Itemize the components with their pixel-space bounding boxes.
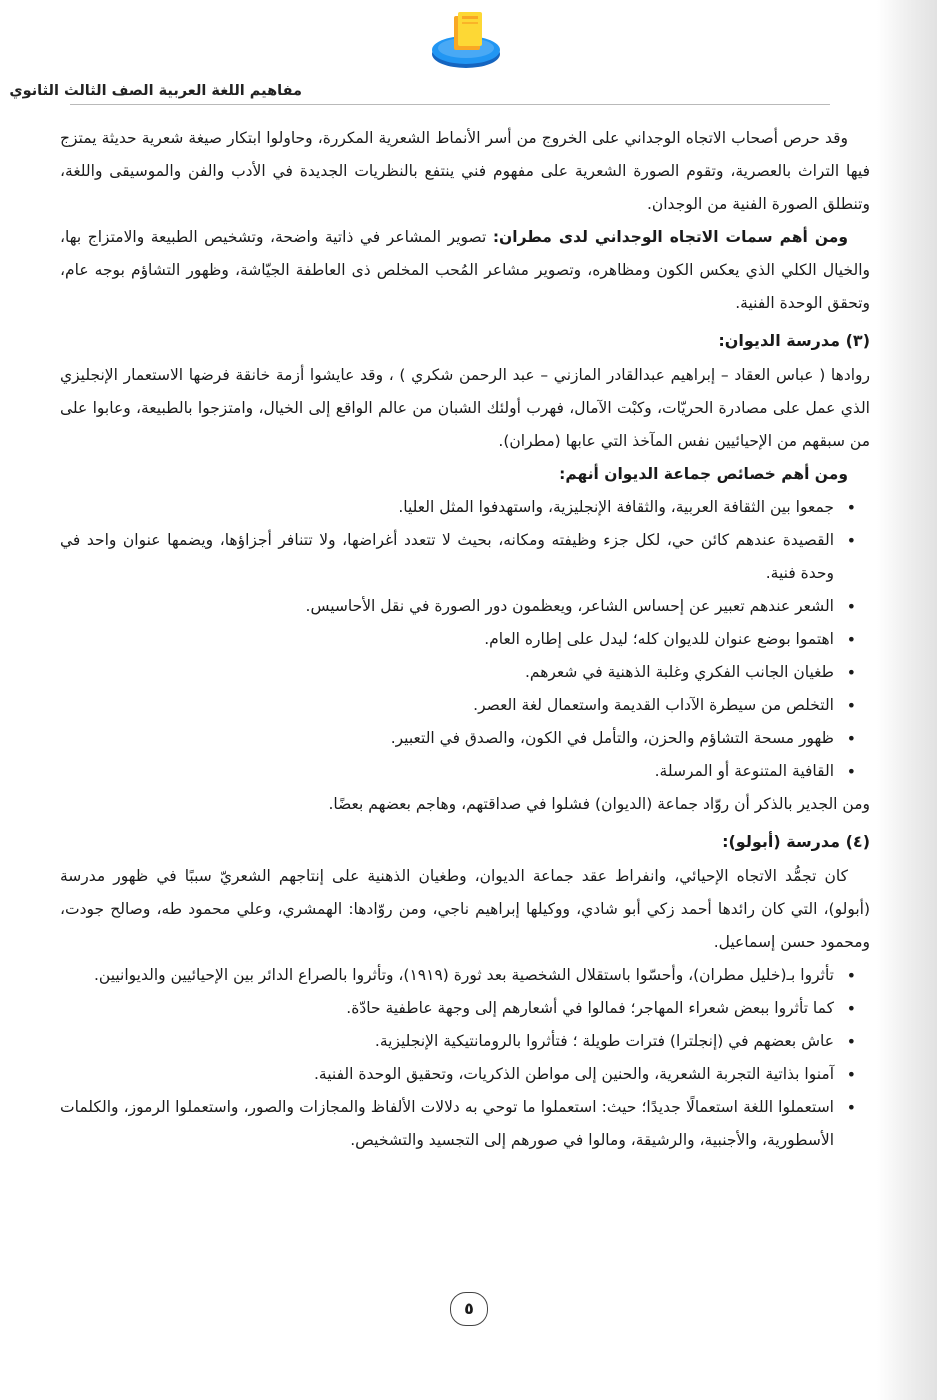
diwan-heading: (٣) مدرسة الديوان: (718, 331, 870, 350)
diwan-closing: ومن الجدير بالذكر أن روّاد جماعة (الديوان) فشلوا في صداقتهم، وهاجم بعضهم بعضًا. (328, 795, 870, 813)
list-item: • كما تأثروا ببعض شعراء المهاجر؛ فمالوا في أشعارهم إلى وجهة عاطفية حادّة. (60, 992, 858, 1025)
list-item: • القصيدة عندهم كائن حي، لكل جزء وظيفته ومكانه، بحيث لا تتعدد أغراضها، ولا تتنافر أجزاؤها، ويضمها عنوان واحد في وحدة فنية. (60, 524, 858, 590)
list-item: • آمنوا بذاتية التجربة الشعرية، والحنين إلى مواطن الذكريات، وتحقيق الوحدة الفنية. (60, 1058, 858, 1091)
apollo-features-list (60, 959, 870, 1157)
diwan-features-title: ومن أهم خصائص جماعة الديوان أنهم: (559, 465, 848, 483)
list-item: • ظهور مسحة التشاؤم والحزن، والتأمل في الكون، والصدق في التعبير. (60, 722, 858, 755)
book-stack-icon (430, 10, 502, 72)
list-item: • تأثروا بـ(خليل مطران)، وأحسّوا باستقلال الشخصية بعد ثورة (١٩١٩)، وتأثروا بالصراع الدائر بين الإحيائيين والديوانيين. (60, 959, 858, 992)
list-item: • استعملوا اللغة استعمالًا جديدًا؛ حيث: استعملوا ما توحي به دلالات الألفاظ والمجازات والصور، واستعملوا الرموز، والكلمات الأسطورية، والأجنبية، والرشيقة، ومالوا في صورهم إلى التجسيد والتشخيص. (60, 1091, 858, 1157)
page-header-title: مفاهيم اللغة العربية الصف الثالث الثانوي (9, 83, 302, 99)
list-item: • الشعر عندهم تعبير عن إحساس الشاعر، ويعظمون دور الصورة في نقل الأحاسيس. (60, 590, 858, 623)
page-edge-shadow (877, 0, 937, 1400)
diwan-intro: روادها ( عباس العقاد – إبراهيم عبدالقادر المازني – عبد الرحمن شكري ) ، وقد عايشوا أزمة خانقة فرضها الاستعمار الإنجليزي الذي عمل على مصادرة الحريّات، وكبْت الآمال، فهرب أولئك الشبان من عالم الواقع إلى الخيال، وامتزجوا بالطبيعة، وعابوا على من سبقهم من الإحيائيين نفس المآخذ التي عابها (مطران). (60, 366, 870, 450)
page-number: ٥ (450, 1292, 488, 1326)
mutran-features-label: ومن أهم سمات الاتجاه الوجداني لدى مطران: (492, 228, 848, 246)
list-item: • طغيان الجانب الفكري وغلبة الذهنية في شعرهم. (60, 656, 858, 689)
list-item: • اهتموا بوضع عنوان للديوان كله؛ ليدل على إطاره العام. (60, 623, 858, 656)
page-body (60, 122, 870, 1157)
list-item: • القافية المتنوعة أو المرسلة. (60, 755, 858, 788)
apollo-heading: (٤) مدرسة (أبولو): (722, 832, 870, 851)
romantic-paragraph: وقد حرص أصحاب الاتجاه الوجداني على الخروج من أسر الأنماط الشعرية المكررة، وحاولوا ابتكار صيغة شعرية حديثة يمتزج فيها التراث بالعصرية، وتقوم الصورة الشعرية على مفهوم فني ينتفع بالنظريات الجديدة في الأدب والفن والموسيقى واللغة، وتنطلق الصورة الفنية من الوجدان. (60, 129, 870, 213)
diwan-features-list (60, 491, 870, 788)
header-divider (70, 104, 830, 105)
list-item: • التخلص من سيطرة الآداب القديمة واستعمال لغة العصر. (60, 689, 858, 722)
apollo-intro: كان تجمُّد الاتجاه الإحيائي، وانفراط عقد جماعة الديوان، وطغيان الذهنية على إنتاجهم الشعريّ سببًا في ظهور مدرسة (أبولو)، التي كان رائدها أحمد زكي أبو شادي، ووكيلها إبراهيم ناجي، ومن روّادها: الهمشري، وعلي محمود طه، وصالح جودت، ومحمود حسن إسماعيل. (60, 867, 870, 951)
list-item: • عاش بعضهم في (إنجلترا) فترات طويلة ؛ فتأثروا بالرومانتيكية الإنجليزية. (60, 1025, 858, 1058)
mutran-features-paragraph (60, 221, 870, 320)
list-item: • جمعوا بين الثقافة العربية، والثقافة الإنجليزية، واستهدفوا المثل العليا. (60, 491, 858, 524)
mutran-features-text: تصوير المشاعر في ذاتية واضحة، وتشخيص الطبيعة والامتزاج بها، والخيال الكلي الذي يعكس الكون ومظاهره، وتصوير مشاعر المُحب المخلص ذى العاطفة الجيّاشة، وظهور التشاؤم بوجه عام، وتحقق الوحدة الفنية. (60, 228, 870, 312)
